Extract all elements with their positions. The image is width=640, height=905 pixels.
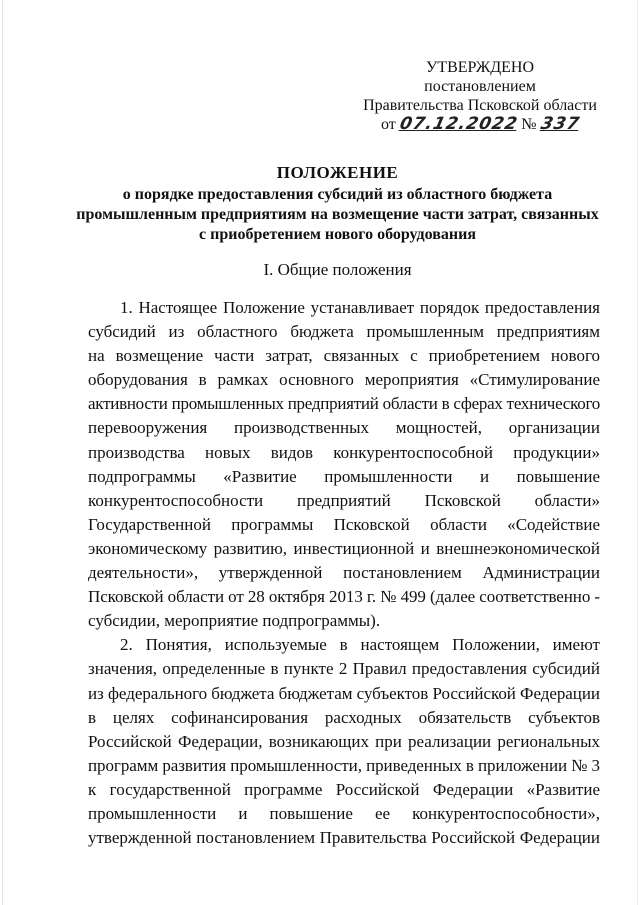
scan-edge-left [2,0,3,905]
body-line: значения, определенные в пункте 2 Правил предоставления субсидий [88,659,600,679]
body-line: промышленности и повышение ее конкурентоспособности», [88,803,600,823]
body-line: в целях софинансирования расходных обязательств субъектов [88,707,600,727]
title-line-3: с приобретением нового оборудования [199,226,476,243]
body-line: оборудования в рамках основного мероприятия «Стимулирование [88,370,600,390]
body-line: к государственной программе Российской Федерации «Развитие [88,779,600,799]
document-title: ПОЛОЖЕНИЕ [276,163,399,182]
body-line: субсидии, мероприятие подпрограммы). [88,611,381,631]
body-line: активности промышленных предприятий области в сферах технического [88,394,600,414]
number-prefix: № [521,116,537,133]
handwritten-number: 337 [538,114,582,134]
body-line: на возмещение части затрат, связанных с приобретением нового [88,346,600,366]
approval-heading: УТВЕРЖДЕНО [425,59,534,76]
body-line: субсидий из областного бюджета промышленным предприятиям [88,322,600,342]
body-line: Государственной программы Псковской области «Содействие [88,514,600,534]
approval-date-line [360,115,600,134]
approval-stamp-block [360,58,600,134]
body-line: из федерального бюджета бюджетам субъектов Российской Федерации [88,683,600,703]
handwritten-date: 07.12.2022 [397,114,520,134]
body-line: производства новых видов конкурентоспособной продукции» [88,442,600,462]
body-line: подпрограммы «Развитие промышленности и повышение [88,466,600,486]
body-line: 1. Настоящее Положение устанавливает порядок предоставления [120,298,600,317]
body-line: конкурентоспособности предприятий Псковской области» [88,490,600,510]
body-line: экономическому развитию, инвестиционной и внешнеэкономической [88,538,600,558]
scan-edge-right [637,0,638,905]
title-line-2: промышленным предприятиям на возмещение части затрат, связанных [76,206,599,223]
section-heading: I. Общие положения [263,260,412,279]
body-line: Российской Федерации, возникающих при реализации региональных [88,731,600,751]
title-line-1: о порядке предоставления субсидий из областного бюджета [122,186,553,203]
body-line: 2. Понятия, используемые в настоящем Положении, имеют [120,635,600,655]
approval-line-resolution: постановлением [424,78,536,95]
date-prefix: от [380,116,396,133]
approval-line-government: Правительства Псковской области [363,97,597,114]
body-line: перевооружения производственных мощностей, организации [88,418,600,438]
body-line: Псковской области от 28 октября 2013 г. № 499 (далее соответственно - [88,587,600,607]
body-line: деятельности», утвержденной постановлением Администрации [88,563,600,583]
document-title-block [60,163,615,245]
body-line: утвержденной постановлением Правительства Российской Федерации [88,828,600,848]
body-line: программ развития промышленности, приведенных в приложении № 3 [88,755,600,775]
body-text [88,296,600,850]
